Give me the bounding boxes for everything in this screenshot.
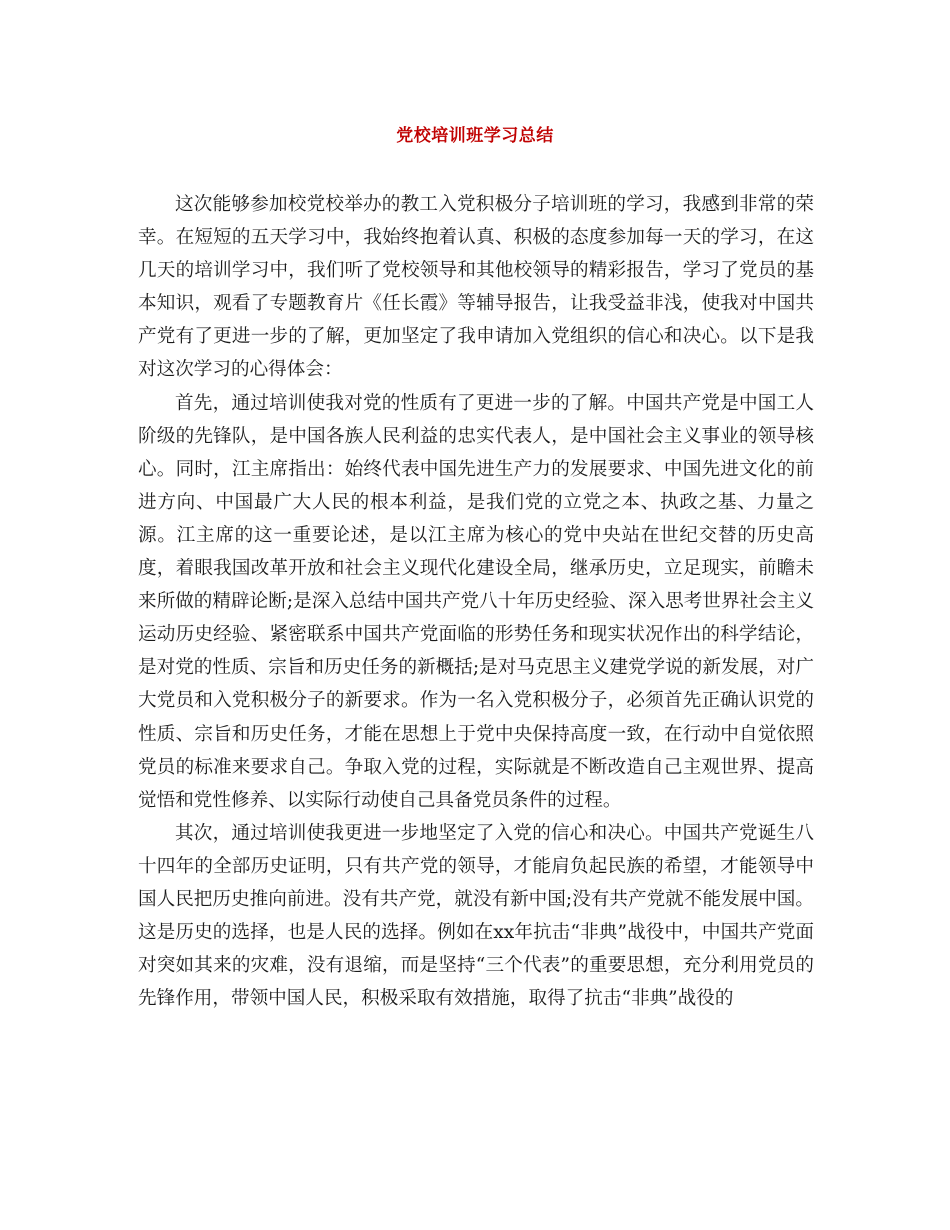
document-body (138, 188, 814, 1015)
paragraph-second: 其次，通过培训使我更进一步地坚定了入党的信心和决心。中国共产党诞生八十四年的全部历史证明，只有共产党的领导，才能肩负起民族的希望，才能领导中国人民把历史推向前进。没有共产党，就没有新中国;没有共产党就不能发展中国。这是历史的选择，也是人民的选择。例如在xx年抗击“非典”战役中，中国共产党面对突如其来的灾难，没有退缩，而是坚持“三个代表”的重要思想，充分利用党员的先锋作用，带领中国人民，积极采取有效措施，取得了抗击“非典”战役的 (138, 822, 814, 1010)
paragraph-intro: 这次能够参加校党校举办的教工入党积极分子培训班的学习，我感到非常的荣幸。在短短的五天学习中，我始终抱着认真、积极的态度参加每一天的学习，在这几天的培训学习中，我们听了党校领导和其他校领导的精彩报告，学习了党员的基本知识，观看了专题教育片《任长霞》等辅导报告，让我受益非浅，使我对中国共产党有了更进一步的了解，更加坚定了我申请加入党组织的信心和决心。以下是我对这次学习的心得体会： (138, 194, 814, 381)
paragraph-first: 首先，通过培训使我对党的性质有了更进一步的了解。中国共产党是中国工人阶级的先锋队，是中国各族人民利益的忠实代表人，是中国社会主义事业的领导核心。同时，江主席指出：始终代表中国先进生产力的发展要求、中国先进文化的前进方向、中国最广大人民的根本利益，是我们党的立党之本、执政之基、力量之源。江主席的这一重要论述，是以江主席为核心的党中央站在世纪交替的历史高度，着眼我国改革开放和社会主义现代化建设全局，继承历史，立足现实，前瞻未来所做的精辟论断;是深入总结中国共产党八十年历史经验、深入思考世界社会主义运动历史经验、紧密联系中国共产党面临的形势任务和现实状况作出的科学结论，是对党的性质、宗旨和历史任务的新概括;是对马克思主义建党学说的新发展，对广大党员和入党积极分子的新要求。作为一名入党积极分子，必须首先正确认识党的性质、宗旨和历史任务，才能在思想上于党中央保持高度一致，在行动中自觉依照党员的标准来要求自己。争取入党的过程，实际就是不断改造自己主观世界、提高觉悟和党性修养、以实际行动使自己具备党员条件的过程。 (138, 392, 814, 811)
document-title: 党校培训班学习总结 (396, 126, 554, 146)
